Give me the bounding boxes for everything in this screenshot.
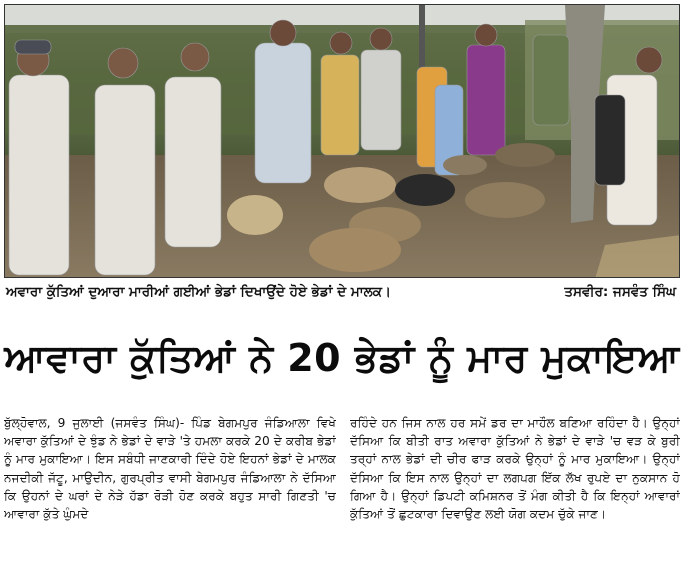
photo-illustration	[5, 5, 680, 278]
photo-caption-row	[4, 281, 680, 303]
article-column-right: ਰਹਿੰਦੇ ਹਨ ਜਿਸ ਨਾਲ ਹਰ ਸਮੇਂ ਡਰ ਦਾ ਮਾਹੌਲ ਬਣਿਆ ਰਹਿੰਦਾ ਹੈ। ਉਨ੍ਹਾਂ ਦੱਸਿਆ ਕਿ ਬੀਤੀ ਰਾਤ ਅਵਾਰਾ ਕੁੱਤਿਆਂ ਨੇ ਭੇਡਾਂ ਦੇ ਵਾੜੇ 'ਚ ਵੜ ਕੇ ਬੁਰੀ ਤਰ੍ਹਾਂ ਨਾਲ ਭੇਡਾਂ ਦੀ ਚੀਰ ਫਾੜ ਕਰਕੇ ਉਨ੍ਹਾਂ ਨੂੰ ਮਾਰ ਮੁਕਾਇਆ। ਉਨ੍ਹਾਂ ਦੱਸਿਆ ਕਿ ਇਸ ਨਾਲ ਉਨ੍ਹਾਂ ਦਾ ਲਗਪਗ ਇੱਕ ਲੱਖ ਰੁਪਏ ਦਾ ਨੁਕਸਾਨ ਹੋ ਗਿਆ ਹੈ। ਉਨ੍ਹਾਂ ਡਿਪਟੀ ਕਮਿਸ਼ਨਰ ਤੋਂ ਮੰਗ ਕੀਤੀ ਹੈ ਕਿ ਇਨ੍ਹਾਂ ਆਵਾਰਾਂ ਕੁੱਤਿਆਂ ਤੋਂ ਛੁਟਕਾਰਾ ਦਿਵਾਉਣ ਲਈ ਯੋਗ ਕਦਮ ਚੁੱਕੇ ਜਾਣ।	[350, 416, 680, 522]
article-headline: ਆਵਾਰਾ ਕੁੱਤਿਆਂ ਨੇ 20 ਭੇਡਾਂ ਨੂੰ ਮਾਰ ਮੁਕਾਇਆ	[4, 336, 680, 380]
photo-caption: ਅਵਾਰਾ ਕੁੱਤਿਆਂ ਦੁਆਰਾ ਮਾਰੀਆਂ ਗਈਆਂ ਭੇਡਾਂ ਦਿਖਾਉਂਦੇ ਹੋਏ ਭੇਡਾਂ ਦੇ ਮਾਲਕ।	[6, 284, 392, 300]
news-photo	[4, 4, 680, 278]
photo-credit: ਤਸਵੀਰ: ਜਸਵੰਤ ਸਿੰਘ	[564, 284, 676, 300]
article-column-left: ਬੁੱਲ੍ਹੋਵਾਲ, 9 ਜੁਲਾਈ (ਜਸਵੰਤ ਸਿੰਘ)- ਪਿੰਡ ਬੇਗਮਪੁਰ ਜੰਡਿਆਲਾ ਵਿਖੇ ਅਵਾਰਾ ਕੁੱਤਿਆਂ ਦੇ ਝੁੰਡ ਨੇ ਭੇਡਾਂ ਦੇ ਵਾੜੇ 'ਤੇ ਹਮਲਾ ਕਰਕੇ 20 ਦੇ ਕਰੀਬ ਭੇਡਾਂ ਨੂੰ ਮਾਰ ਮੁਕਾਇਆ। ਇਸ ਸਬੰਧੀ ਜਾਣਕਾਰੀ ਦਿੰਦੇ ਹੋਏ ਇਹਨਾਂ ਭੇਡਾਂ ਦੇ ਮਾਲਕ ਨਜਦੀਕੀ ਜੱਟੂ, ਮਾਉਦੀਨ, ਗੁਰਪ੍ਰੀਤ ਵਾਸੀ ਬੇਗਮਪੁਰ ਜੰਡਿਆਲਾ ਨੇ ਦੱਸਿਆ ਕਿ ਉਹਨਾਂ ਦੇ ਘਰਾਂ ਦੇ ਨੇੜੇ ਹੱਡਾ ਰੋੜੀ ਹੋਣ ਕਰਕੇ ਬਹੁਤ ਸਾਰੀ ਗਿਣਤੀ 'ਚ ਆਵਾਰਾ ਕੁੱਤੇ ਘੁੰਮਦੇ	[4, 416, 336, 522]
